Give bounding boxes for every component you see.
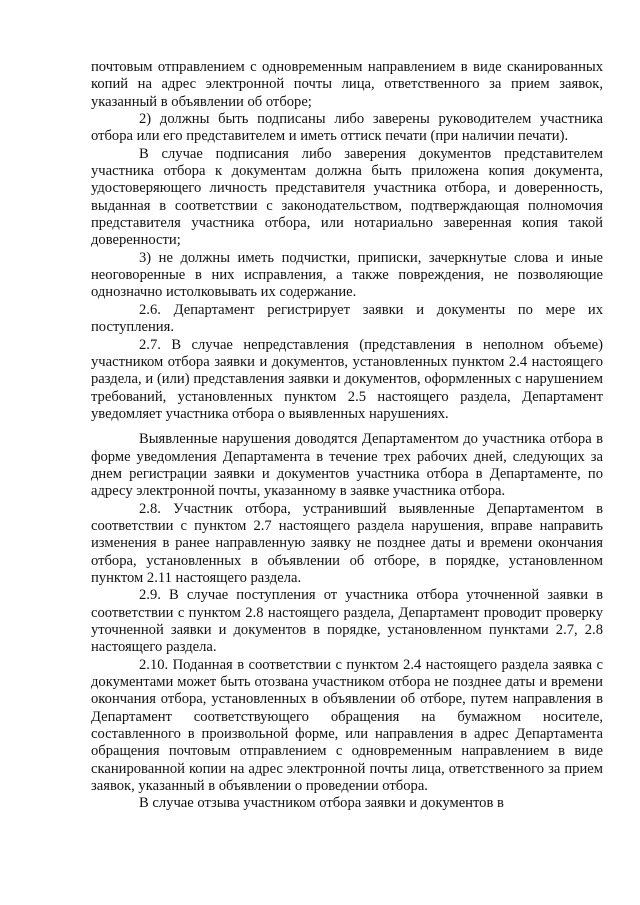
paragraph-delivery-continuation: почтовым отправлением с одновременным направлением в виде сканированных копий на адрес электронной почты лица, ответственного за прием заявок, указанный в объявлении об отборе; bbox=[91, 59, 603, 110]
paragraph-2-6: 2.6. Департамент регистрирует заявки и документы по мере их поступления. bbox=[91, 301, 603, 336]
paragraph-representative: В случае подписания либо заверения документов представителем участника отбора к документам должна быть приложена копия документа, удостоверяющего личность представителя участника отбора, и доверенность, выданная в соответствии с законодательством, подтверждающая полномочия представителя участника отбора, или нотариально заверенная копия такой доверенности; bbox=[91, 145, 603, 249]
paragraph-item-3-corrections: 3) не должны иметь подчистки, приписки, зачеркнутые слова и иные неоговоренные в них исправления, а также повреждения, не позволяющие однозначно истолковывать их содержание. bbox=[91, 249, 603, 301]
paragraph-2-10: 2.10. Поданная в соответствии с пунктом 2.4 настоящего раздела заявка с документами может быть отозвана участником отбора не позднее даты и времени окончания отбора, установленных в объявлении об отборе, путем направления в Департамент соответствующего обращения на бумажном носителе, составленного в произвольной форме, или направления в адрес Департамента обращения почтовым отправлением с одновременным направлением в виде сканированной копии на адрес электронной почты лица, ответственного за прием заявок, указанный в объявлении о проведении отбора. bbox=[91, 656, 603, 795]
paragraph-withdrawal: В случае отзыва участником отбора заявки и документов в bbox=[139, 795, 504, 812]
paragraph-2-9: 2.9. В случае поступления от участника отбора уточненной заявки в соответствии с пунктом 2.8 настоящего раздела, Департамент проводит проверку уточненной заявки и документов в порядке, установленном пунктами 2.7, 2.8 настоящего раздела. bbox=[91, 587, 603, 656]
paragraph-violations-notice: Выявленные нарушения доводятся Департаментом до участника отбора в форме уведомления Департамента в течение трех рабочих дней, следующих за днем регистрации заявки и документов участника отбора в Департаменте, по адресу электронной почты, указанному в заявке участника отбора. bbox=[91, 431, 603, 500]
paragraph-2-8: 2.8. Участник отбора, устранивший выявленные Департаментом в соответствии с пунктом 2.7 настоящего раздела нарушения, вправе направить изменения в ранее направленную заявку не позднее даты и времени окончания отбора, установленных в объявлении об отборе, в порядке, установленном пунктом 2.11 настоящего раздела. bbox=[91, 500, 603, 586]
paragraph-2-7: 2.7. В случае непредставления (представления в неполном объеме) участником отбора заявки и документов, установленных пунктом 2.4 настоящего раздела, и (или) представления заявки и документов, оформленных с нарушением требований, установленных пунктом 2.5 настоящего раздела, Департамент уведомляет участника отбора о выявленных нарушениях. bbox=[91, 336, 603, 422]
paragraph-item-2-signing: 2) должны быть подписаны либо заверены руководителем участника отбора или его представителем и иметь оттиск печати (при наличии печати). bbox=[91, 111, 603, 145]
document-page bbox=[91, 59, 603, 813]
